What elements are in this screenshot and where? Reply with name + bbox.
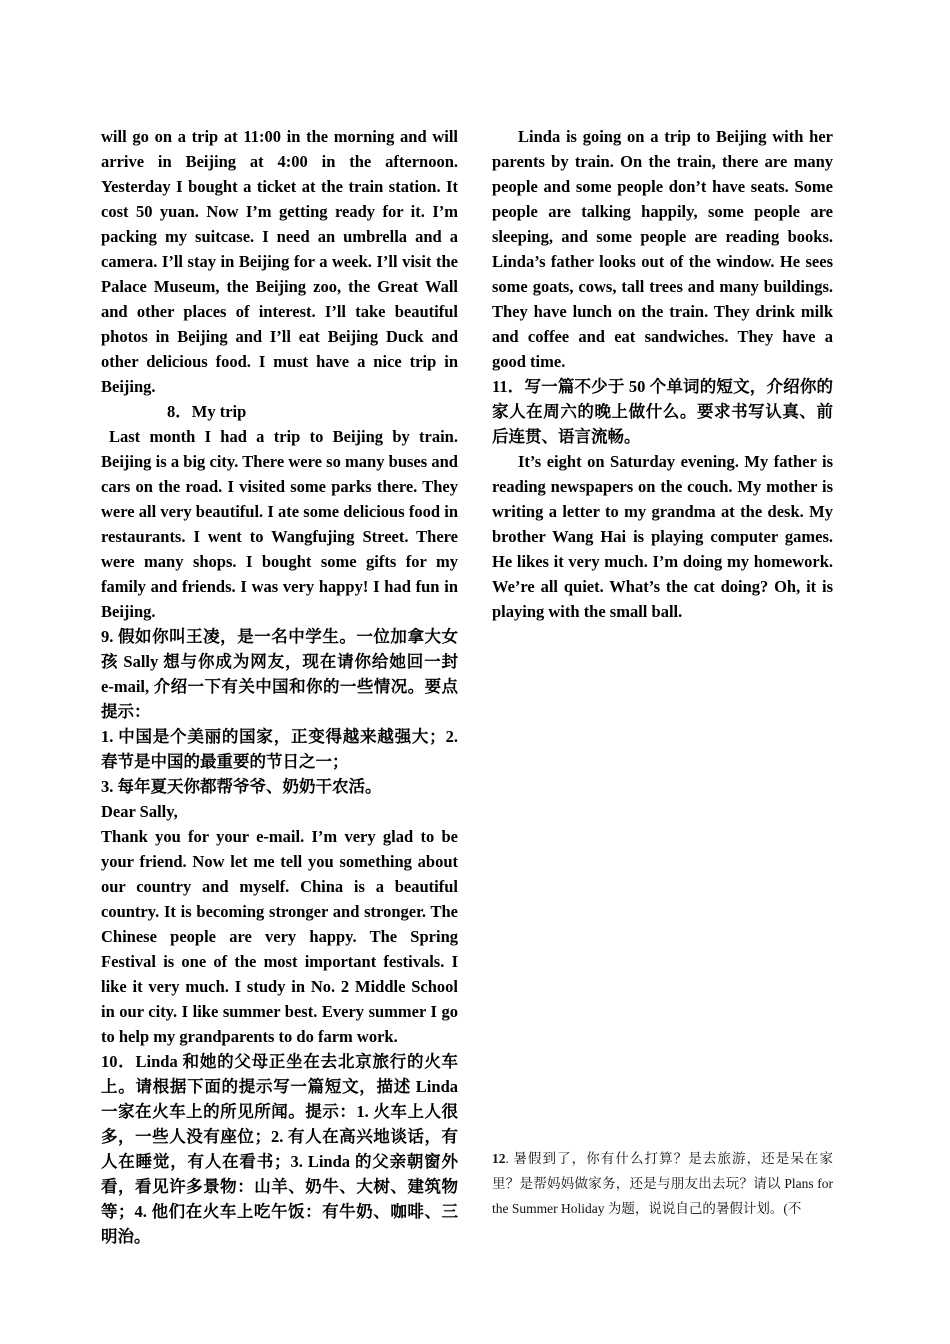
q10-answer: Linda is going on a trip to Beijing with her parents by train. On the train, there are many people and some people don’t have seats. Some people are talking happily, some people are sleeping, and some people are reading books. Linda’s father looks out of the window. He sees some goats, cows, tall trees and many buildings. They have lunch on the train. They drink milk and coffee and eat sandwiches. They have a good time. bbox=[492, 127, 833, 371]
q8-answer: Last month I had a trip to Beijing by train. Beijing is a big city. There were so many buses and cars on the road. I visited some parks there. They were all very beautiful. I ate some delicious food in restaurants. I went to Wangfujing Street. There were many shops. I bought some gifts for my family and friends. I was very happy! I had fun in Beijing. bbox=[101, 427, 458, 621]
right-column bbox=[492, 124, 833, 624]
q9-letter-body: Thank you for your e-mail. I’m very glad to be your friend. Now let me tell you something about our country and myself. China is a beautiful country. It is becoming stronger and stronger. The Chinese people are very happy. The Spring Festival is one of the most important festivals. I like it very much. I study in No. 2 Middle School in our city. I like summer best. Every summer I go to help my grandparents to do farm work. bbox=[101, 827, 458, 1046]
q7-answer-continued: will go on a trip at 11:00 in the morning and will arrive in Beijing at 4:00 in the afternoon. Yesterday I bought a ticket at the train station. It cost 50 yuan. Now I’m getting ready for it. I’m packing my suitcase. I need an umbrella and a camera. I’ll stay in Beijing for a week. I’ll visit the Palace Museum, the Beijing zoo, the Great Wall and other places of interest. I’ll take beautiful photos in Beijing and I’ll eat Beijing Duck and other delicious food. I must have a nice trip in Beijing. bbox=[101, 127, 458, 396]
q9-point-3: 3. 每年夏天你都帮爷爷、奶奶干农活。 bbox=[101, 777, 382, 796]
left-column bbox=[101, 124, 458, 1249]
q8-title: 8．My trip bbox=[167, 402, 247, 421]
q9-prompt: 9. 假如你叫王凌，是一名中学生。一位加拿大女孩 Sally 想与你成为网友，现在请你给她回一封 e-mail, 介绍一下有关中国和你的一些情况。要点提示： bbox=[101, 627, 458, 721]
q12-number: 12 bbox=[492, 1151, 506, 1166]
q9-letter-greeting: Dear Sally, bbox=[101, 802, 178, 821]
q10-prompt: 10．Linda 和她的父母正坐在去北京旅行的火车上。请根据下面的提示写一篇短文，描述 Linda 一家在火车上的所见所闻。提示：1. 火车上人很多，一些人没有座位；2. 有人在高兴地谈话，有人在睡觉，有人在看书；3. Linda 的父亲朝窗外看，看见许多景物：山羊、奶牛、大树、建筑物等；4. 他们在火车上吃午饭：有牛奶、咖啡、三明治。 bbox=[101, 1052, 458, 1246]
q12-prompt: . 暑假到了，你有什么打算？是去旅游，还是呆在家里？是帮妈妈做家务，还是与朋友出去玩？请以 Plans for the Summer Holiday 为题，说说自己的暑假计划。(不 bbox=[492, 1151, 833, 1216]
q11-answer: It’s eight on Saturday evening. My father is reading newspapers on the couch. My mother is writing a letter to my grandma at the desk. My brother Wang Hai is playing computer games. He likes it very much. I’m doing my homework. We’re all quiet. What’s the cat doing? Oh, it is playing with the small ball. bbox=[492, 452, 833, 621]
q11-prompt: 11．写一篇不少于 50 个单词的短文，介绍你的家人在周六的晚上做什么。要求书写认真、前后连贯、语言流畅。 bbox=[492, 377, 833, 446]
q12-prompt-block bbox=[492, 1146, 833, 1221]
q9-points-1-2: 1. 中国是个美丽的国家，正变得越来越强大；2. 春节是中国的最重要的节日之一； bbox=[101, 727, 458, 771]
